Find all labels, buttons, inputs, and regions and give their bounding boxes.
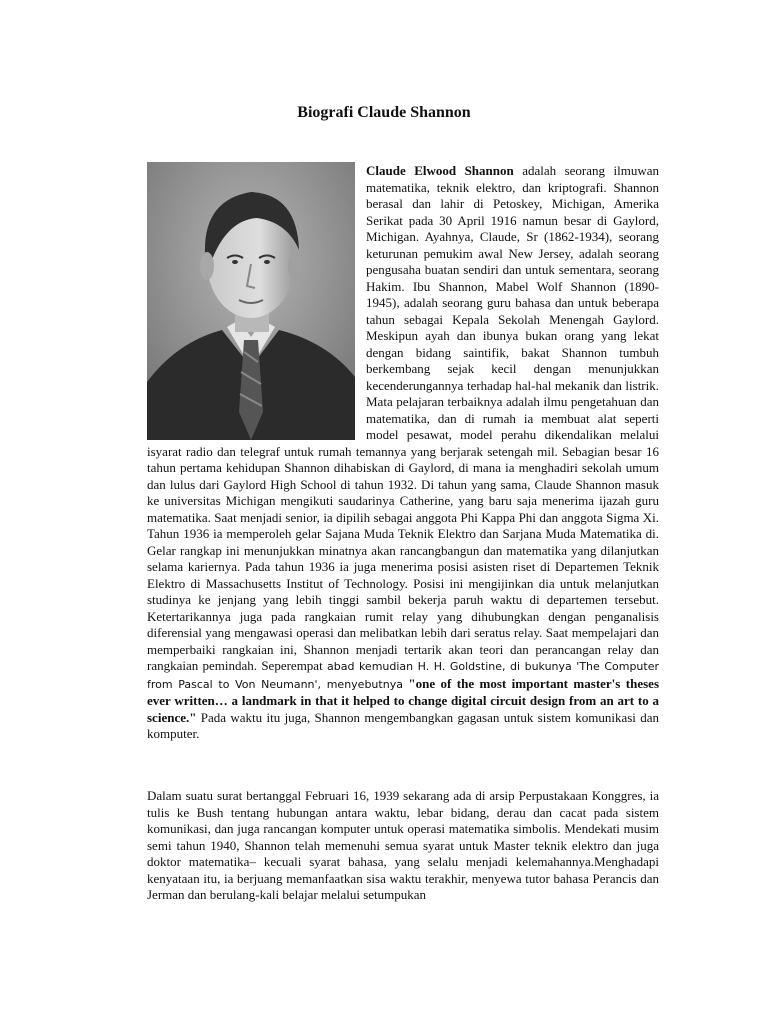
- paragraph-2: Dalam suatu surat bertanggal Februari 16, 1939 sekarang ada di arsip Perpustakaan Konggres, ia tulis ke Bush tentang hubungan antara waktu, lebar bidang, derau dan cacat pada sistem komunikasi, dan juga rancangan komputer untuk operasi matematika simbolis. Mendekati musim semi tahun 1940, Shannon telah memenuhi semua syarat untuk Master teknik elektro dan juga doktor matematika– kecuali syarat bahasa, yang selalu menjadi kelemahannya.Menghadapi kenyataan itu, ia berjuang memanfaatkan sisa waktu terakhir, menyewa tutor bahasa Perancis dan Jerman dan berulang-kali belajar melalui setumpukan: [147, 788, 659, 902]
- page-title: Biografi Claude Shannon: [297, 104, 471, 121]
- subject-name: Claude Elwood Shannon: [366, 163, 514, 178]
- paragraph-1: [147, 163, 659, 743]
- paragraph-1-text-b: Pada waktu itu juga, Shannon mengembangkan gagasan untuk sistem komunikasi dan komputer.: [147, 709, 659, 741]
- paragraph-1-citation: abad kemudian H. H. Goldstine, di bukunya 'The Computer from Pascal to Von Neumann', menyebutnya: [147, 660, 659, 691]
- photo-wrap-spacer: [147, 163, 366, 439]
- paragraph-1-quote: "one of the most important master's theses ever written… a landmark in that it helped to change digital circuit design from an art to a science.": [147, 675, 660, 725]
- paragraph-1-text-a: adalah seorang ilmuwan matematika, teknik elektro, dan kriptografi. Shannon berasal dan lahir di Petoskey, Michigan, Amerika Serikat pada 30 April 1916 namun besar di Gaylord, Michigan. Ayahnya, Claude, Sr (1862-1934), seorang keturunan pemukim awal New Jersey, adalah seorang pengusaha buatan sendiri dan untuk sementara, seorang Hakim. Ibu Shannon, Mabel Wolf Shannon (1890-1945), adalah seorang guru bahasa dan untuk beberapa tahun sebagai Kepala Sekolah Menengah Gaylord. Meskipun ayah dan ibunya bukan orang yang lekat dengan bidang saintifik, bakat Shannon tumbuh berkembang sejak kecil dengan menunjukkan kecenderungannya terhadap hal-hal mekanik dan listrik. Mata pelajaran terbaiknya adalah ilmu pengetahuan dan matematika, dan di rumah ia membuat alat seperti model pesawat, model perahu dikendalikan melalui isyarat radio dan telegraf untuk rumah temannya yang berjarak setengah mil. Sebagian besar 16 tahun pertama kehidupan Shannon dihabiskan di Gaylord, di mana ia menghadiri sekolah umum dan lulus dari Gaylord High School di tahun 1932. Di tahun yang sama, Claude Shannon masuk ke universitas Michigan mengikuti saudarinya Catherine, yang baru saja menerima ijazah guru matematika. Saat menjadi senior, ia dipilih sebagai anggota Phi Kappa Phi dan anggota Sigma Xi. Tahun 1936 ia memperoleh gelar Sajana Muda Teknik Elektro dan Sarjana Muda Matematika di. Gelar rangkap ini menunjukkan minatnya akan rancangbangun dan matematika yang dilanjutkan selama kariernya. Pada tahun 1936 ia juga menerima posisi asisten riset di Departemen Teknik Elektro di Massachusetts Institut of Technology. Posisi ini mengijinkan dia untuk melanjutkan studinya ke jenjang yang lebih tinggi sambil bekerja paruh waktu di departemen tersebut. Ketertarikannya juga pada rangkaian rumit relay yang dihubungkan dengan penganalisis diferensial yang mengawasi operasi dan melibatkan lebih dari seratus relay. Saat mempelajari dan memperbaiki rangkaian ini, Shannon menjadi tertarik akan teori dan perancangan relay dan rangkaian pemindah. Seperempat: [147, 163, 660, 673]
